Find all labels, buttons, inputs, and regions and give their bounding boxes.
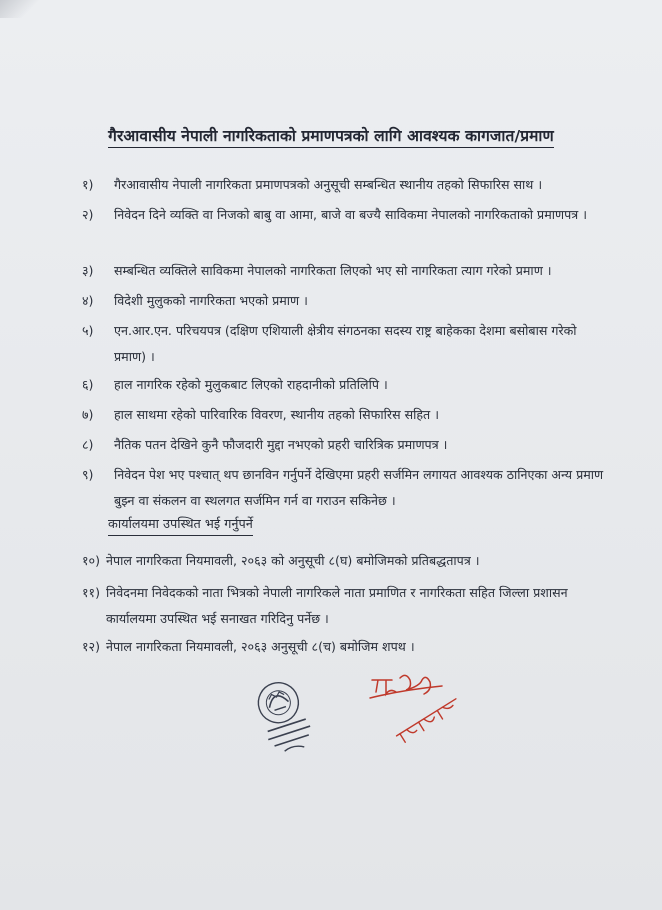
document-title-text: गैरआवासीय नेपाली नागरिकताको प्रमाणपत्रको लागि आवश्यक कागजात/प्रमाण — [108, 127, 554, 148]
list-item-text: नेपाल नागरिकता नियमावली, २०६३ को अनुसूची ८(घ) बमोजिमको प्रतिबद्धतापत्र । — [106, 553, 480, 568]
list-item-number: ७) — [82, 407, 94, 422]
list-item — [82, 202, 612, 228]
scan-corner-shadow — [0, 0, 40, 18]
office-seal — [244, 674, 322, 764]
list-item — [82, 548, 612, 574]
list-item — [82, 318, 612, 370]
list-item-text: विदेशी मुलुकको नागरिकता भएको प्रमाण । — [114, 293, 308, 308]
list-item-number: १) — [82, 177, 94, 192]
list-item-text: नैतिक पतन देखिने कुनै फौजदारी मुद्दा नभएको प्रहरी चारित्रिक प्रमाणपत्र । — [114, 437, 448, 452]
list-item-number: ३) — [82, 263, 94, 278]
list-item-text: गैरआवासीय नेपाली नागरिकता प्रमाणपत्रको अनुसूची सम्बन्धित स्थानीय तहको सिफारिस साथ । — [114, 177, 543, 192]
list-item — [82, 372, 612, 398]
signature-block — [362, 668, 482, 752]
list-item-number: ४) — [82, 293, 94, 308]
document-title — [0, 124, 662, 146]
list-item-number: ११) — [82, 585, 101, 600]
list-item — [82, 432, 612, 458]
list-item — [82, 462, 612, 514]
list-item-text: निवेदनमा निवेदकको नाता भित्रको नेपाली नागरिकले नाता प्रमाणित र नागरिकता सहित जिल्ला प्रशासन कार्यालयमा उपस्थित भई सनाखत गरिदिनु पर्नेछ । — [106, 585, 568, 626]
list-item-text: सम्बन्धित व्यक्तिले साविकमा नेपालको नागरिकता लिएको भए सो नागरिकता त्याग गरेको प्रमाण । — [114, 263, 552, 278]
list-item — [82, 634, 612, 660]
list-item-number: ८) — [82, 437, 94, 452]
list-item-text: निवेदन पेश भए पश्चात् थप छानविन गर्नुपर्ने देखिएमा प्रहरी सर्जमिन लगायत आवश्यक ठानिएका अन्य प्रमाण बुझ्न वा संकलन वा स्थलगत सर्जमिन गर्न वा गराउन सकिनेछ । — [114, 467, 604, 508]
list-item-text: एन.आर.एन. परिचयपत्र (दक्षिण एशियाली क्षेत्रीय संगठनका सदस्य राष्ट्र बाहेकका देशमा बसोबास गरेको प्रमाण) । — [114, 323, 577, 364]
list-item-text: हाल साथमा रहेको पारिवारिक विवरण, स्थानीय तहको सिफारिस सहित । — [114, 407, 440, 422]
list-item-number: ५) — [82, 323, 94, 338]
list-item-number: १२) — [82, 639, 101, 654]
list-item-number: ६) — [82, 377, 94, 392]
section-subheading: कार्यालयमा उपस्थित भई गर्नुपर्ने — [108, 515, 253, 536]
list-item — [82, 288, 612, 314]
list-item-text: नेपाल नागरिकता नियमावली, २०६३ अनुसूची ८(च) बमोजिम शपथ । — [106, 639, 415, 654]
list-item-number: १०) — [82, 553, 101, 568]
signature-icon — [362, 668, 482, 748]
list-item-text: हाल नागरिक रहेको मुलुकबाट लिएको राहदानीको प्रतिलिपि । — [114, 377, 388, 392]
list-item — [82, 172, 612, 198]
list-item — [82, 580, 612, 632]
list-item-text: निवेदन दिने व्यक्ति वा निजको बाबु वा आमा, बाजे वा बज्यै साविकमा नेपालको नागरिकताको प्रमाणपत्र । — [114, 207, 587, 222]
list-item-number: ९) — [82, 467, 94, 482]
office-seal-icon — [244, 674, 322, 760]
list-item — [82, 402, 612, 428]
list-item-number: २) — [82, 207, 94, 222]
list-item — [82, 258, 612, 284]
